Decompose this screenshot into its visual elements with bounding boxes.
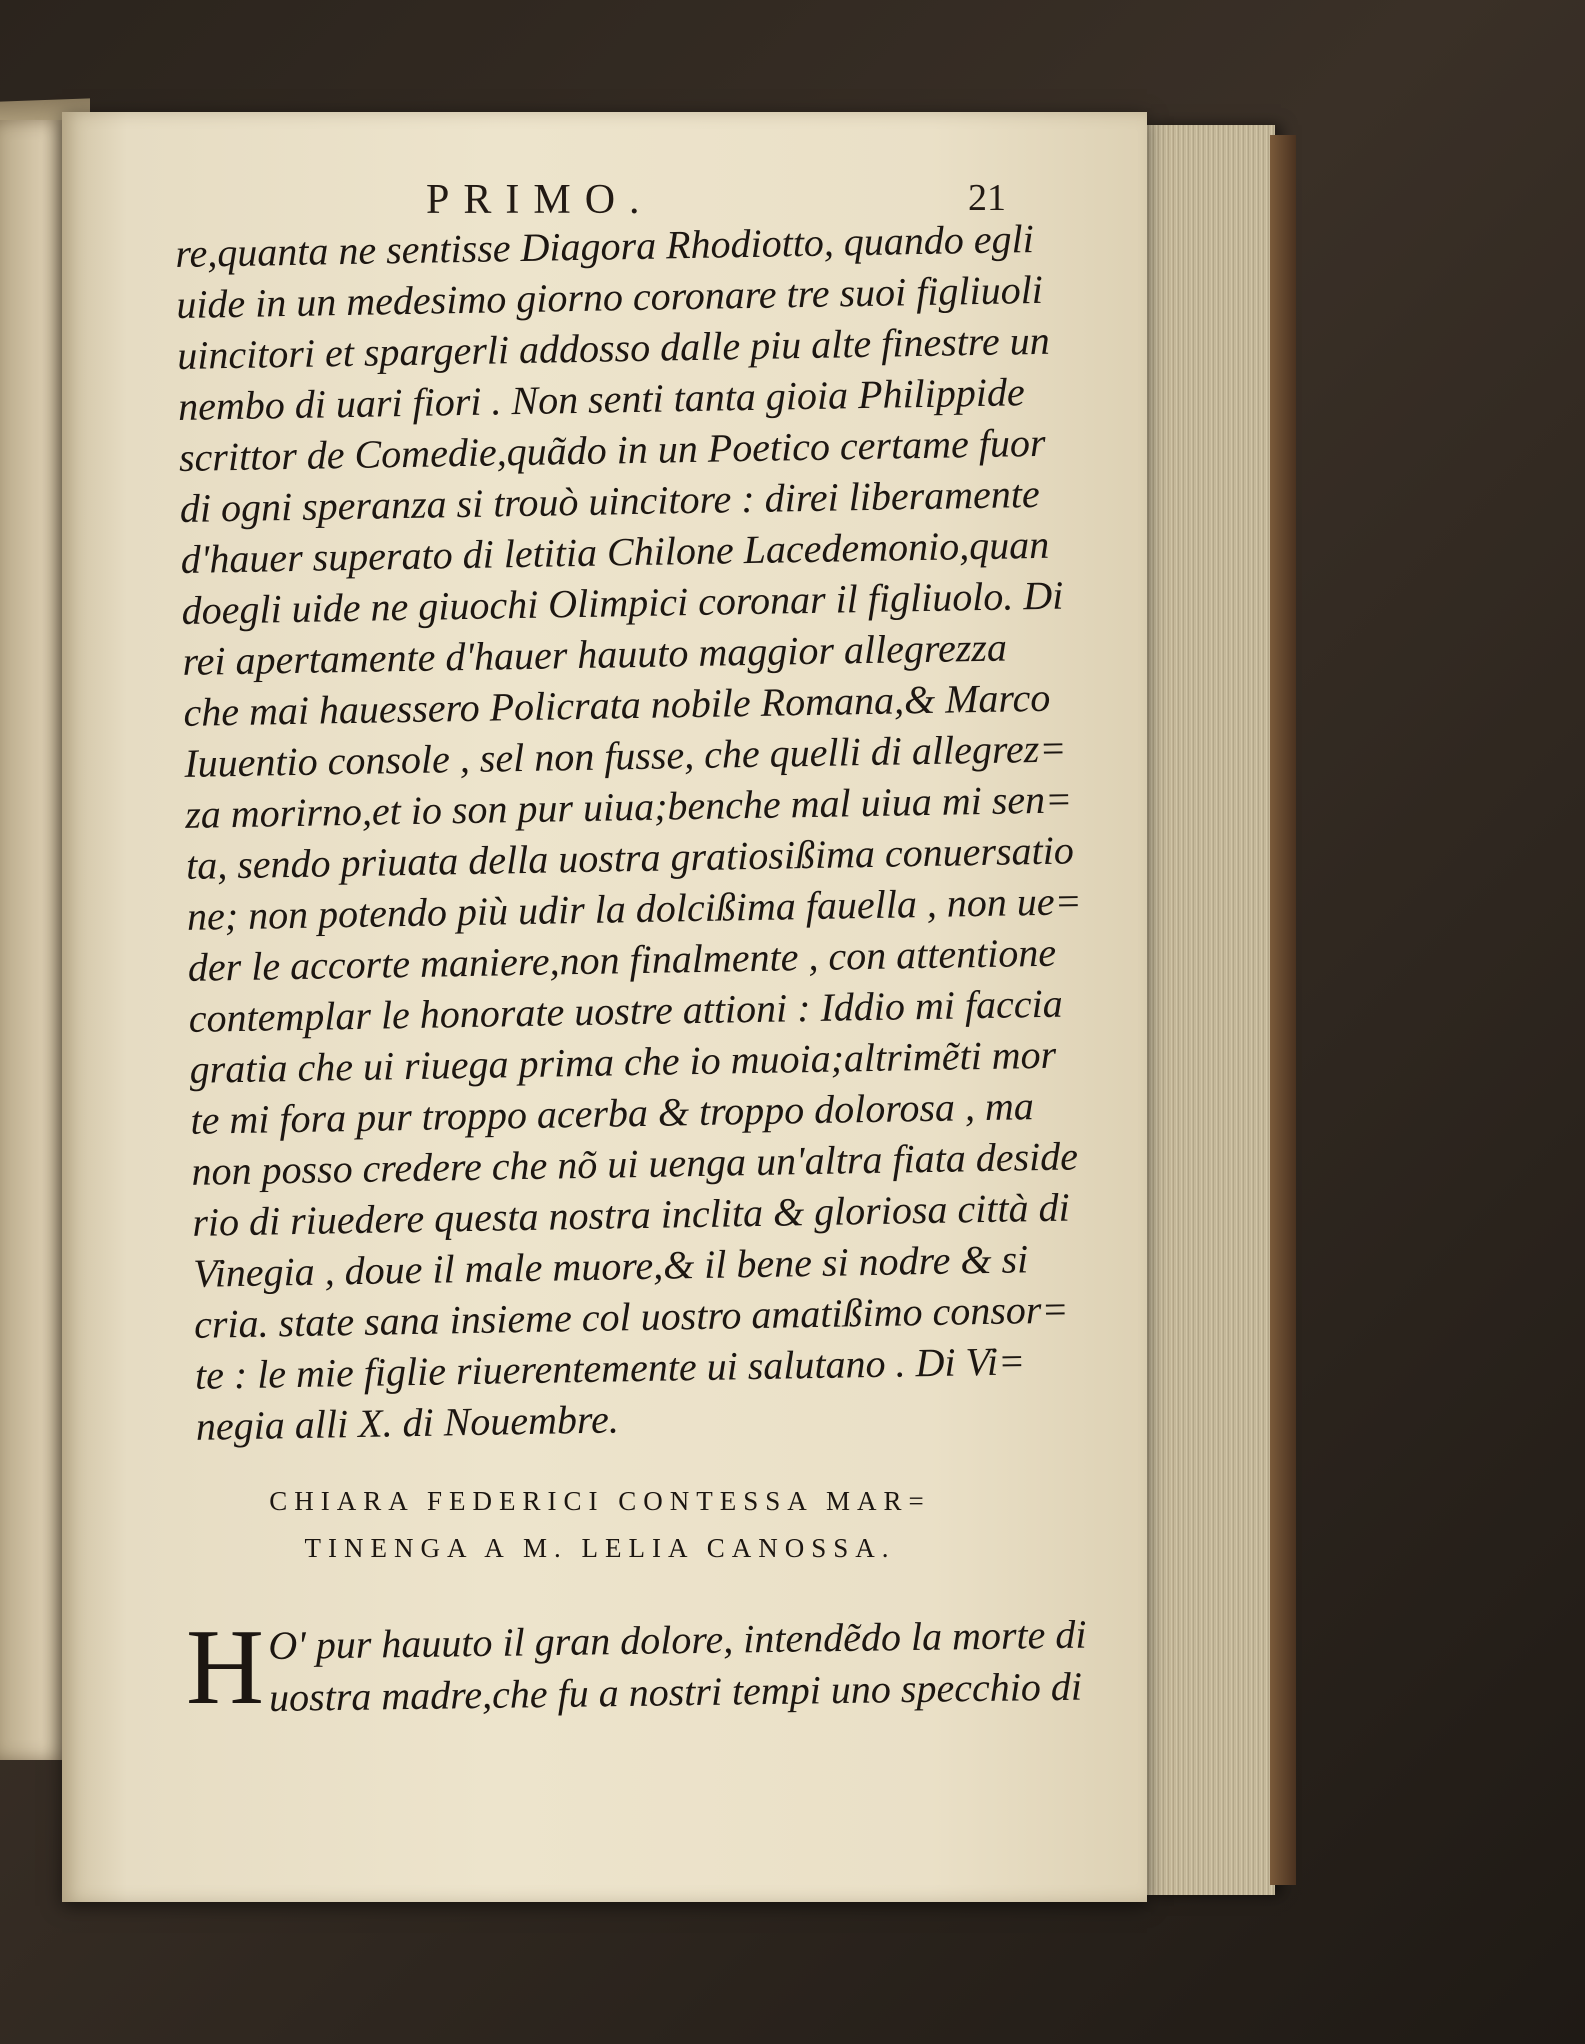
text-line: scrittor de Comedie,quãdo in un Poetico certame fuor — [178, 419, 1046, 480]
drop-cap-initial: H — [186, 1608, 264, 1727]
letter-heading-line-2: TINENGA A M. LELIA CANOSSA. — [304, 1533, 896, 1563]
text-line: nembo di uari fiori . Non senti tanta gioia Philippide — [177, 369, 1026, 429]
text-line: te mi fora pur troppo acerba & troppo dolorosa , ma — [190, 1083, 1035, 1143]
text-line: gratia che ui riuega prima che io muoia;altrimẽti mor — [189, 1031, 1057, 1092]
letter-body — [175, 213, 1082, 1452]
text-line: negia alli X. di Nouembre. — [195, 1396, 620, 1449]
text-line: Vinegia , doue il male muore,& il bene si nodre & si — [192, 1236, 1029, 1296]
text-line: uostra madre,che fu a nostri tempi uno specchio di — [268, 1663, 1083, 1720]
text-line: non posso credere che nõ ui uenga un'altra fiata deside — [191, 1133, 1079, 1194]
text-line: cria. state sana insieme col uostro amatißimo consor= — [193, 1286, 1069, 1347]
text-line: contemplar le honorate uostre attioni : Iddio mi faccia — [188, 980, 1064, 1041]
text-line: doegli uide ne giuochi Olimpici coronar il figliuolo. Di — [181, 572, 1064, 633]
text-line: Iuuentio console , sel non fusse, che quelli di allegrez= — [183, 725, 1067, 786]
text-line: uide in un medesimo giorno coronare tre suoi figliuoli — [175, 266, 1044, 327]
book-cover-edge — [1270, 135, 1296, 1885]
page-number: 21 — [968, 177, 1006, 219]
text-line: rei apertamente d'hauer hauuto maggior allegrezza — [182, 624, 1008, 684]
text-line: uincitori et spargerli addosso dalle piu alte finestre un — [176, 317, 1051, 378]
text-line: d'hauer superato di letitia Chilone Lacedemonio,quan — [180, 521, 1050, 582]
text-line: che mai hauessero Policrata nobile Romana,& Marco — [183, 674, 1051, 735]
left-facing-page — [0, 120, 70, 1760]
text-line: di ogni speranza si trouò uincitore : direi liberamente — [179, 470, 1041, 531]
text-line: te : le mie figlie riuerentemente ui salutano . Di Vi= — [194, 1338, 1026, 1398]
book-page-edges — [1145, 125, 1275, 1895]
letter-heading-line-1: CHIARA FEDERICI CONTESSA MAR= — [269, 1486, 931, 1516]
text-line: O' pur hauuto il gran dolore, intendẽdo la morte di — [268, 1611, 1087, 1668]
text-line: za morirno,et io son pur uiua;benche mal uiua mi sen= — [184, 776, 1073, 837]
text-line: der le accorte maniere,non finalmente , con attentione — [187, 929, 1057, 990]
text-line: re,quanta ne sentisse Diagora Rhodiotto, quando egli — [175, 216, 1035, 276]
letter-opening — [268, 1609, 1087, 1724]
text-line: ta, sendo priuata della uostra gratiosißima conuersatio — [185, 827, 1075, 888]
text-line: ne; non potendo più udir la dolcißima fauella , non ue= — [186, 878, 1082, 939]
running-title: PRIMO. — [426, 177, 654, 223]
text-line: rio di riuedere questa nostra inclita & gloriosa città di — [191, 1184, 1071, 1245]
